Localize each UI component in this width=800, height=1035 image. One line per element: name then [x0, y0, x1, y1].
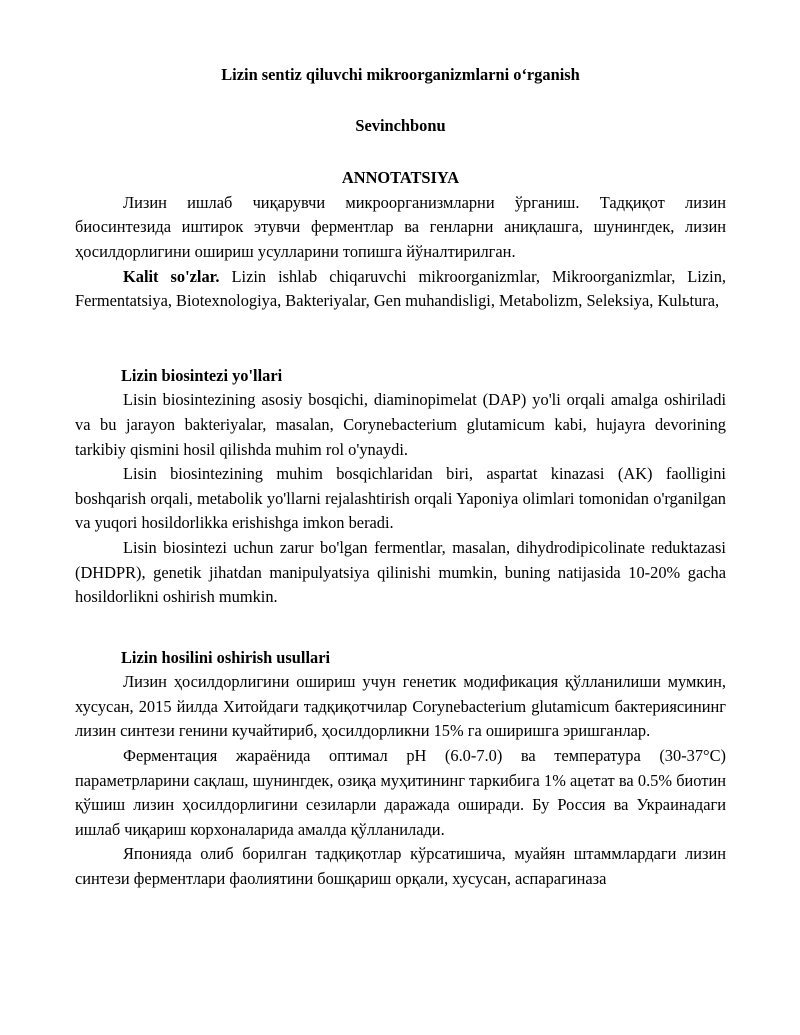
body-paragraph: Ферментация жараёнида оптимал pH (6.0-7.0) ва температура (30-37°C) параметрларини сақлаш, шунингдек, озиқа муҳитининг таркибига 1% ацетат ва 0.5% биотин қўшиш лизин ҳосилдорлигини сезиларли даражада оширади. Бу Россия ва Украинадаги ишлаб чиқариш корхоналарида амалда қўлланилади.: [75, 746, 726, 839]
keywords-label: Kalit so'zlar.: [123, 266, 220, 286]
annotation-heading: ANNOTATSIYA: [341, 168, 460, 188]
annotation-paragraph: Лизин ишлаб чиқарувчи микроорганизмларни ўрганиш. Тадқиқот лизин биосинтезида иштирок этувчи ферментлар ва генларни аниқлашга, шунингдек, лизин ҳосилдорлигини ошириш усулларини топишга йўналтирилган.: [75, 192, 726, 261]
document-page: [75, 63, 726, 892]
keywords-paragraph: [75, 265, 726, 314]
body-paragraph: Lisin biosintezi uchun zarur bo'lgan fermentlar, masalan, dihydrodipicolinate reduktazasi (DHDPR), genetik jihatdan manipulyatsiya qilinishi mumkin, buning natijasida 10-20% gacha hosildorlikni oshirish mumkin.: [75, 537, 726, 607]
keywords-text: Lizin ishlab chiqaruvchi mikroorganizmlar, Mikroorganizmlar, Lizin, Fermentatsiya, Biotexnologiya, Bakteriyalar, Gen muhandisligi, Metabolizm, Seleksiya, Kulьtura,: [75, 266, 726, 311]
body-paragraph: Японияда олиб борилган тадқиқотлар кўрсатишича, муайян штаммлардаги лизин синтези ферментлари фаолиятини бошқариш орқали, хусусан, аспарагиназа: [75, 844, 726, 889]
body-paragraph: Lisin biosintezining asosiy bosqichi, diaminopimelat (DAP) yo'li orqali amalga oshiriladi va bu jarayon bakteriyalar, masalan, Corynebacterium glutamicum kabi, hujayra devorining tarkibiy qismini hosil qilishda muhim rol o'ynaydi.: [75, 390, 726, 459]
body-paragraph: Lisin biosintezining muhim bosqichlaridan biri, aspartat kinazasi (AK) faolligini boshqarish orqali, metabolik yo'llarni rejalashtirish orqali Yaponiya olimlari tomonidan o'rganilgan va yuqori hosildorlikka erishishga imkon beradi.: [75, 464, 726, 533]
author-name: Sevinchbonu: [355, 115, 446, 135]
section-heading-biosynthesis: Lizin biosintezi yo'llari: [121, 365, 283, 385]
document-title: Lizin sentiz qiluvchi mikroorganizmlarni oʻrganish: [221, 65, 580, 84]
body-paragraph: Лизин ҳосилдорлигини ошириш учун генетик модификация қўлланилиши мумкин, хусусан, 2015 йилда Хитойдаги тадқиқотчилар Corynebacterium glutamicum бактериясининг лизин синтези генини кучайтириб, ҳосилдорликни 15% га оширишга эришганлар.: [75, 672, 726, 741]
section-heading-yield-methods: Lizin hosilini oshirish usullari: [121, 647, 331, 667]
